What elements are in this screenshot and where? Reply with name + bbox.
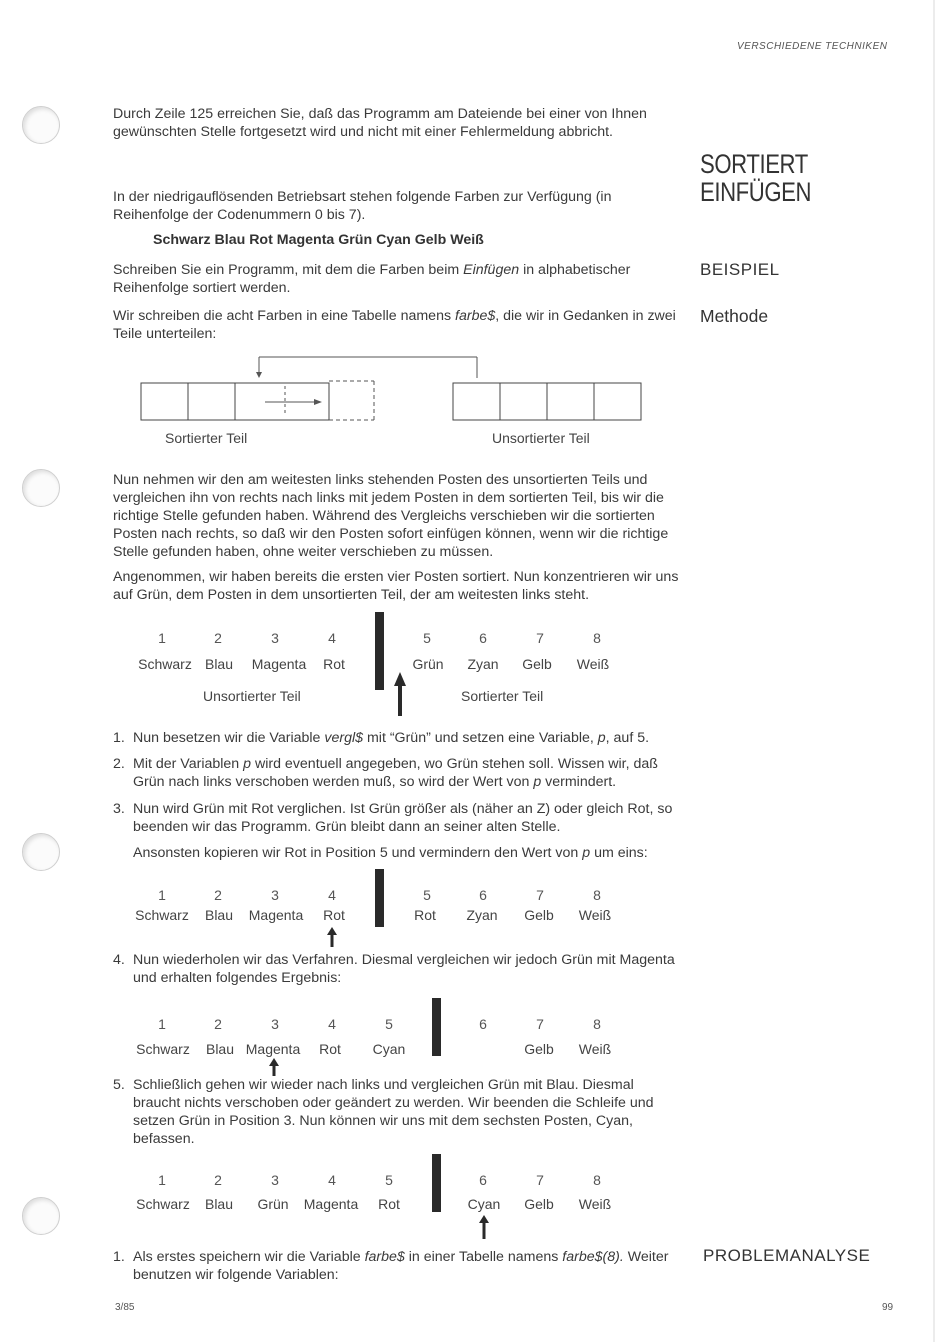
position-number: 1 (158, 887, 166, 903)
colors-list: Schwarz Blau Rot Magenta Grün Cyan Gelb Weiß (153, 232, 484, 248)
position-number: 2 (214, 887, 222, 903)
position-number: 3 (271, 630, 279, 646)
position-number: 3 (271, 887, 279, 903)
color-name: Rot (414, 907, 436, 923)
footer-date: 3/85 (115, 1302, 135, 1313)
position-number: 7 (536, 1016, 544, 1032)
position-number: 2 (214, 1016, 222, 1032)
position-number: 5 (423, 887, 431, 903)
color-name: Zyan (467, 656, 499, 672)
color-name: Gelb (524, 907, 554, 923)
color-name: Magenta (245, 1041, 301, 1057)
sorted-part-label: Sortierter Teil (165, 430, 248, 446)
color-name: Zyan (466, 907, 498, 923)
color-name: Magenta (251, 656, 307, 672)
divider-bar (432, 1154, 441, 1212)
unsorted-part-label: Unsortierter Teil (492, 430, 590, 446)
color-name: Magenta (248, 907, 304, 923)
step-3: 3. Nun wird Grün mit Rot verglichen. Ist Grün größer als (näher an Z) oder gleich Rot, so beenden wir das Programm. Grün bleibt dann an seiner alten Stelle. (113, 801, 673, 835)
step-4: 4. Nun wiederholen wir das Verfahren. Diesmal vergleichen wir jedoch Grün mit Magenta und erhalten folgendes Ergebnis: (113, 952, 675, 986)
position-number: 4 (328, 1016, 336, 1032)
color-name: Rot (323, 656, 345, 672)
methode-heading: Methode (700, 306, 769, 326)
step-2: 2. Mit der Variablen p wird eventuell angegeben, wo Grün stehen soll. Wissen wir, daß Grün nach links verschoben werden muß, so wird der Wert von p vermindert. (113, 756, 658, 790)
up-arrow-icon (393, 672, 407, 716)
color-name: Weiß (578, 1196, 612, 1212)
color-name: Grün (257, 1196, 289, 1212)
problemanalyse-heading: PROBLEMANALYSE (703, 1246, 871, 1265)
color-name: Gelb (524, 1196, 554, 1212)
color-name: Rot (323, 907, 345, 923)
divider-bar (375, 869, 384, 927)
position-number: 4 (328, 630, 336, 646)
position-number: 7 (536, 887, 544, 903)
analysis-step-1: 1. Als erstes speichern wir die Variable farbe$ in einer Tabelle namens farbe$(8). Weiter benutzen wir folgende Variablen: (113, 1249, 669, 1283)
paragraph-intro: Durch Zeile 125 erreichen Sie, daß das Programm am Dateiende bei einer von Ihnen gewünschten Stelle fortgesetzt wird und nicht mit einer Fehlermeldung abbricht. (113, 106, 647, 140)
color-name: Grün (412, 656, 444, 672)
page-number: 99 (882, 1302, 894, 1313)
color-name: Schwarz (135, 907, 189, 923)
paragraph-procedure: Nun nehmen wir den am weitesten links stehenden Posten des unsortierten Teils und vergleichen ihn von rechts nach links mit jedem Posten in dem sortierten Teil, bis wir die richtige Stelle gefunden haben. Während des Vergleichs verschieben wir die sortierten Posten nach rechts, so daß wir den Posten sofort einfügen können, wenn wir die richtige Stelle gefunden haben, ohne weiter verschieben zu müssen. (113, 472, 669, 560)
running-header: VERSCHIEDENE TECHNIKEN (737, 41, 888, 52)
position-number: 1 (158, 1172, 166, 1188)
color-name: Cyan (467, 1196, 501, 1212)
divider-bar (375, 612, 384, 690)
position-number: 8 (593, 1016, 601, 1032)
binder-hole (22, 1197, 60, 1235)
color-name: Schwarz (136, 1041, 190, 1057)
color-name: Rot (378, 1196, 400, 1212)
position-number: 8 (593, 887, 601, 903)
divider-bar (432, 998, 441, 1056)
up-arrow-icon (326, 927, 338, 947)
paragraph-colors: In der niedrigauflösenden Betriebsart stehen folgende Farben zur Verfügung (in Reihenfolge der Codenummern 0 bis 7). (113, 189, 612, 223)
position-number: 8 (593, 630, 601, 646)
position-number: 2 (214, 1172, 222, 1188)
position-number: 5 (423, 630, 431, 646)
position-number: 8 (593, 1172, 601, 1188)
position-number: 4 (328, 887, 336, 903)
color-name: Weiß (578, 1041, 612, 1057)
paragraph-task: Schreiben Sie ein Programm, mit dem die Farben beim Einfügen in alphabetischer Reihenfolge sortiert werden. (113, 262, 631, 296)
page-edge (933, 0, 935, 1342)
binder-hole (22, 833, 60, 871)
position-number: 3 (271, 1172, 279, 1188)
position-number: 1 (158, 1016, 166, 1032)
step-5: 5. Schließlich gehen wir wieder nach links und vergleichen Grün mit Blau. Diesmal braucht nichts verschoben oder geändert zu werden. Wir beenden die Schleife und setzen Grün in Position 3. Nun können wir uns mit dem sechsten Posten, Cyan, befassen. (113, 1077, 654, 1147)
up-arrow-icon (268, 1058, 280, 1076)
position-number: 6 (479, 1016, 487, 1032)
binder-hole (22, 469, 60, 507)
color-name: Schwarz (138, 656, 192, 672)
section-title-line2: EINFÜGEN (700, 177, 812, 207)
color-name: Weiß (578, 907, 612, 923)
unsorted-label: Unsortierter Teil (203, 688, 301, 704)
section-title-line1: SORTIERT (700, 149, 808, 179)
position-number: 1 (158, 630, 166, 646)
color-name: Schwarz (136, 1196, 190, 1212)
color-name: Rot (319, 1041, 341, 1057)
position-number: 7 (536, 1172, 544, 1188)
step-1: 1. Nun besetzen wir die Variable vergl$ mit “Grün” und setzen eine Variable, p, auf 5. (113, 730, 650, 746)
paragraph-method: Wir schreiben die acht Farben in eine Tabelle namens farbe$, die wir in Gedanken in zwei Teile unterteilen: (113, 308, 676, 342)
color-name: Cyan (372, 1041, 406, 1057)
position-number: 3 (271, 1016, 279, 1032)
up-arrow-icon (478, 1215, 490, 1239)
binder-hole (22, 106, 60, 144)
position-number: 6 (479, 630, 487, 646)
position-number: 4 (328, 1172, 336, 1188)
position-number: 2 (214, 630, 222, 646)
color-name: Gelb (524, 1041, 554, 1057)
step-3-else: Ansonsten kopieren wir Rot in Position 5 und vermindern den Wert von p um eins: (133, 845, 648, 861)
color-name: Weiß (576, 656, 610, 672)
color-name: Blau (204, 1196, 234, 1212)
color-name: Blau (204, 907, 234, 923)
beispiel-heading: BEISPIEL (700, 260, 780, 279)
position-number: 5 (385, 1172, 393, 1188)
color-name: Blau (204, 656, 234, 672)
color-name: Blau (205, 1041, 235, 1057)
position-number: 6 (479, 887, 487, 903)
position-number: 7 (536, 630, 544, 646)
color-name: Magenta (303, 1196, 359, 1212)
paragraph-assumption: Angenommen, wir haben bereits die ersten vier Posten sortiert. Nun konzentrieren wir uns auf Grün, dem Posten in dem unsortierten Teil, der am weitesten links steht. (113, 569, 679, 603)
position-number: 6 (479, 1172, 487, 1188)
table-split-diagram (130, 350, 660, 430)
color-name: Gelb (522, 656, 552, 672)
position-number: 5 (385, 1016, 393, 1032)
sorted-label: Sortierter Teil (461, 688, 544, 704)
